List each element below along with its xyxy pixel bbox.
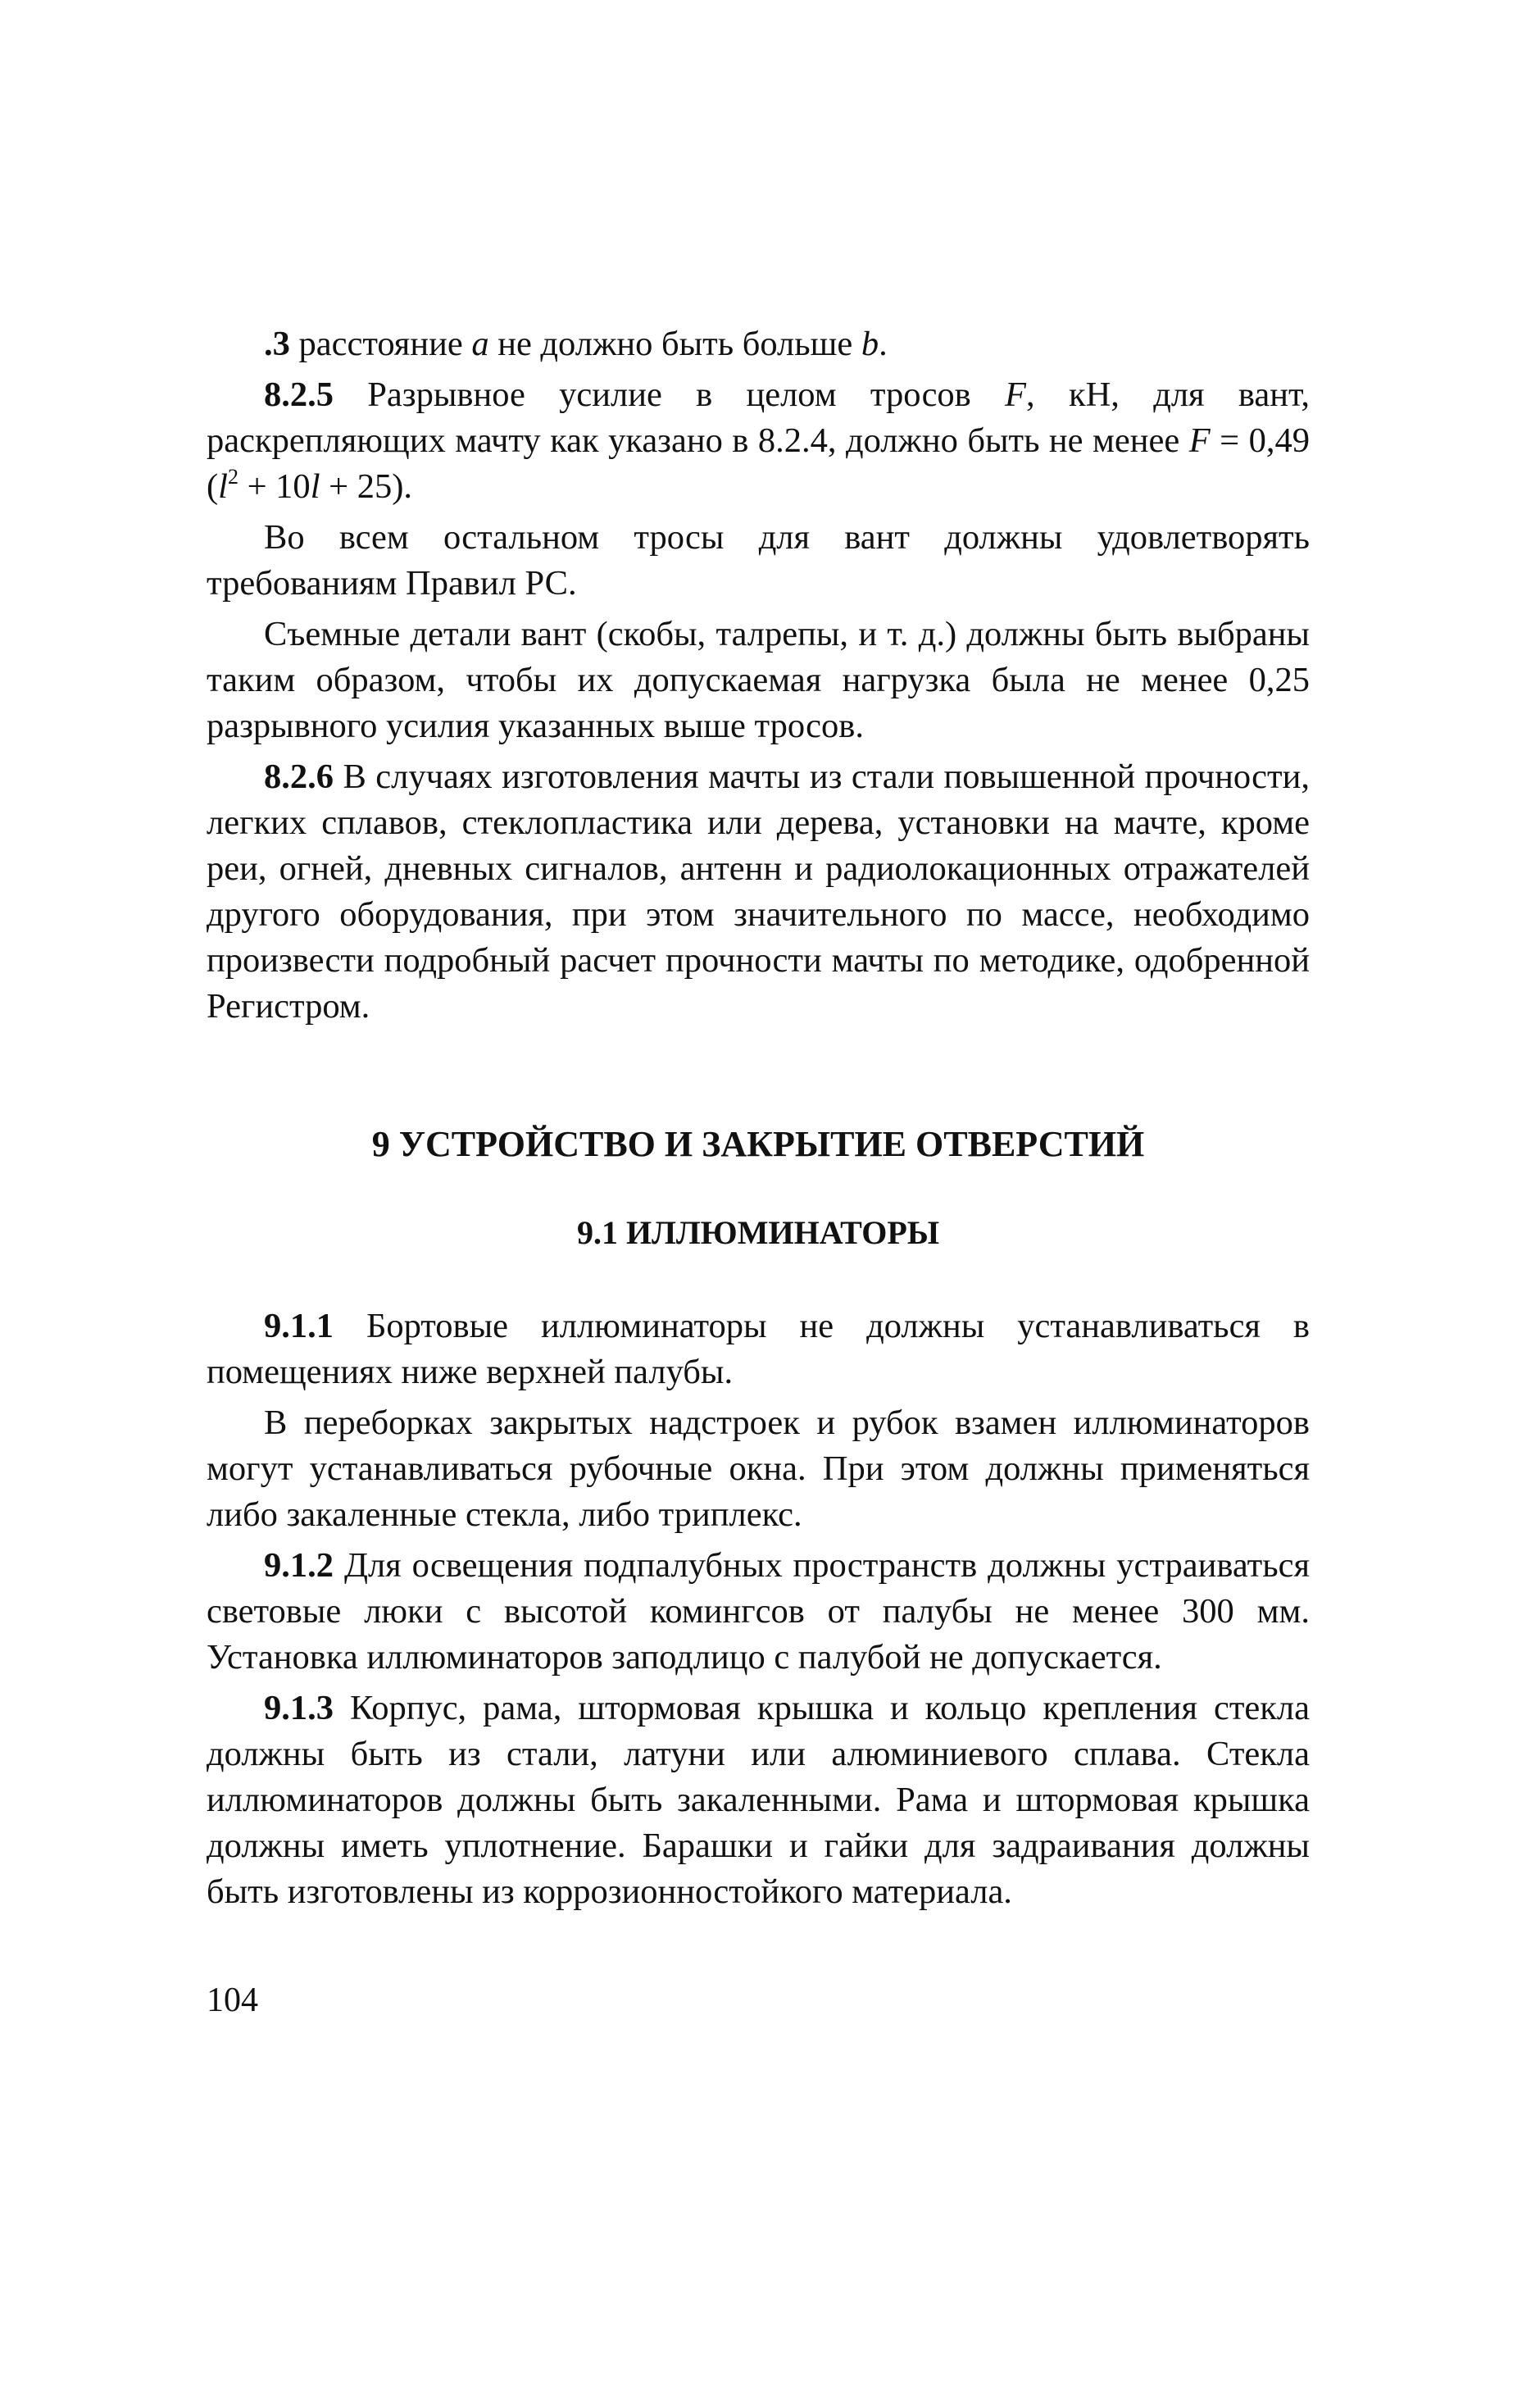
paragraph-8-2-6: [207, 754, 1310, 1030]
text-run: расстояние: [289, 325, 472, 363]
paragraph-item-3: [207, 321, 1310, 367]
exponent: 2: [227, 465, 238, 489]
chapter-title: 9 УСТРОЙСТВО И ЗАКРЫТИЕ ОТВЕРСТИЙ: [371, 1124, 1145, 1164]
variable-l: l: [218, 467, 228, 506]
text-run: Разрывное усилие в целом тросов: [334, 375, 1006, 414]
formula-run: + 10: [238, 467, 311, 506]
paragraph-removable-parts: Съемные детали вант (скобы, талрепы, и т. д.) должны быть выбраны таким образом, чтобы их допускаемая нагрузка была не менее 0,25 разрывного усилия указанных выше тросов.: [207, 615, 1310, 745]
paragraph-9-1-2: [207, 1543, 1310, 1681]
clause-number: 8.2.6: [264, 758, 334, 796]
paragraph-9-1-3: [207, 1686, 1310, 1915]
paragraph-bulkheads: В переборках закрытых надстроек и рубок взамен иллюминаторов могут устанавливаться рубочные окна. При этом должны применяться либо закаленные стекла, либо триплекс.: [207, 1404, 1310, 1534]
paragraph-9-1-1: [207, 1303, 1310, 1395]
text-run: Бортовые иллюминаторы не должны устанавливаться в помещениях ниже верхней палубы.: [207, 1307, 1310, 1391]
clause-number: 9.1.3: [264, 1689, 334, 1727]
formula-run: + 25).: [320, 467, 412, 506]
paragraph-rest-requirements: Во всем остальном тросы для вант должны удовлетворять требованиям Правил РС.: [207, 518, 1310, 603]
page-body: [207, 321, 1310, 1915]
variable-a: a: [471, 325, 489, 363]
section-title: 9.1 ИЛЛЮМИНАТОРЫ: [576, 1214, 940, 1251]
clause-number: 9.1.2: [264, 1546, 334, 1585]
variable-F: F: [1188, 421, 1211, 460]
item-number: .3: [264, 325, 290, 363]
text-run: не должно быть больше: [488, 325, 861, 363]
text-run: Для освещения подпалубных пространств должны устраиваться световые люки с высотой комингсов от палубы не менее 300 мм. Установка иллюминаторов заподлицо с палубой не допускается.: [207, 1546, 1310, 1677]
text-run: , кН, для вант, раскрепляющих мачту как указано в 8.2.4, должно быть не менее: [207, 375, 1310, 460]
page-number: 104: [207, 1981, 258, 2019]
variable-b: b: [861, 325, 879, 363]
variable-l: l: [310, 467, 320, 506]
variable-F: F: [1005, 375, 1027, 414]
text-run: В случаях изготовления мачты из стали повышенной прочности, легких сплавов, стеклопластика или дерева, установки на мачте, кроме реи, огней, дневных сигналов, антенн и радиолокационных отражателей другого оборудования, при этом значительного по массе, необходимо произвести подробный расчет прочности мачты по методике, одобренной Регистром.: [207, 758, 1310, 1026]
clause-number: 9.1.1: [264, 1307, 334, 1345]
text-run: Корпус, рама, штормовая крышка и кольцо крепления стекла должны быть из стали, латуни или алюминиевого сплава. Стекла иллюминаторов должны быть закаленными. Рама и штормовая крышка должны иметь уплотнение. Барашки и гайки для задраивания должны быть изготовлены из коррозионностойкого материала.: [207, 1689, 1310, 1911]
formula-run: = 0,49 (: [207, 421, 1311, 506]
clause-number: 8.2.5: [264, 375, 334, 414]
paragraph-8-2-5: [207, 372, 1310, 510]
text-run: .: [879, 325, 888, 363]
